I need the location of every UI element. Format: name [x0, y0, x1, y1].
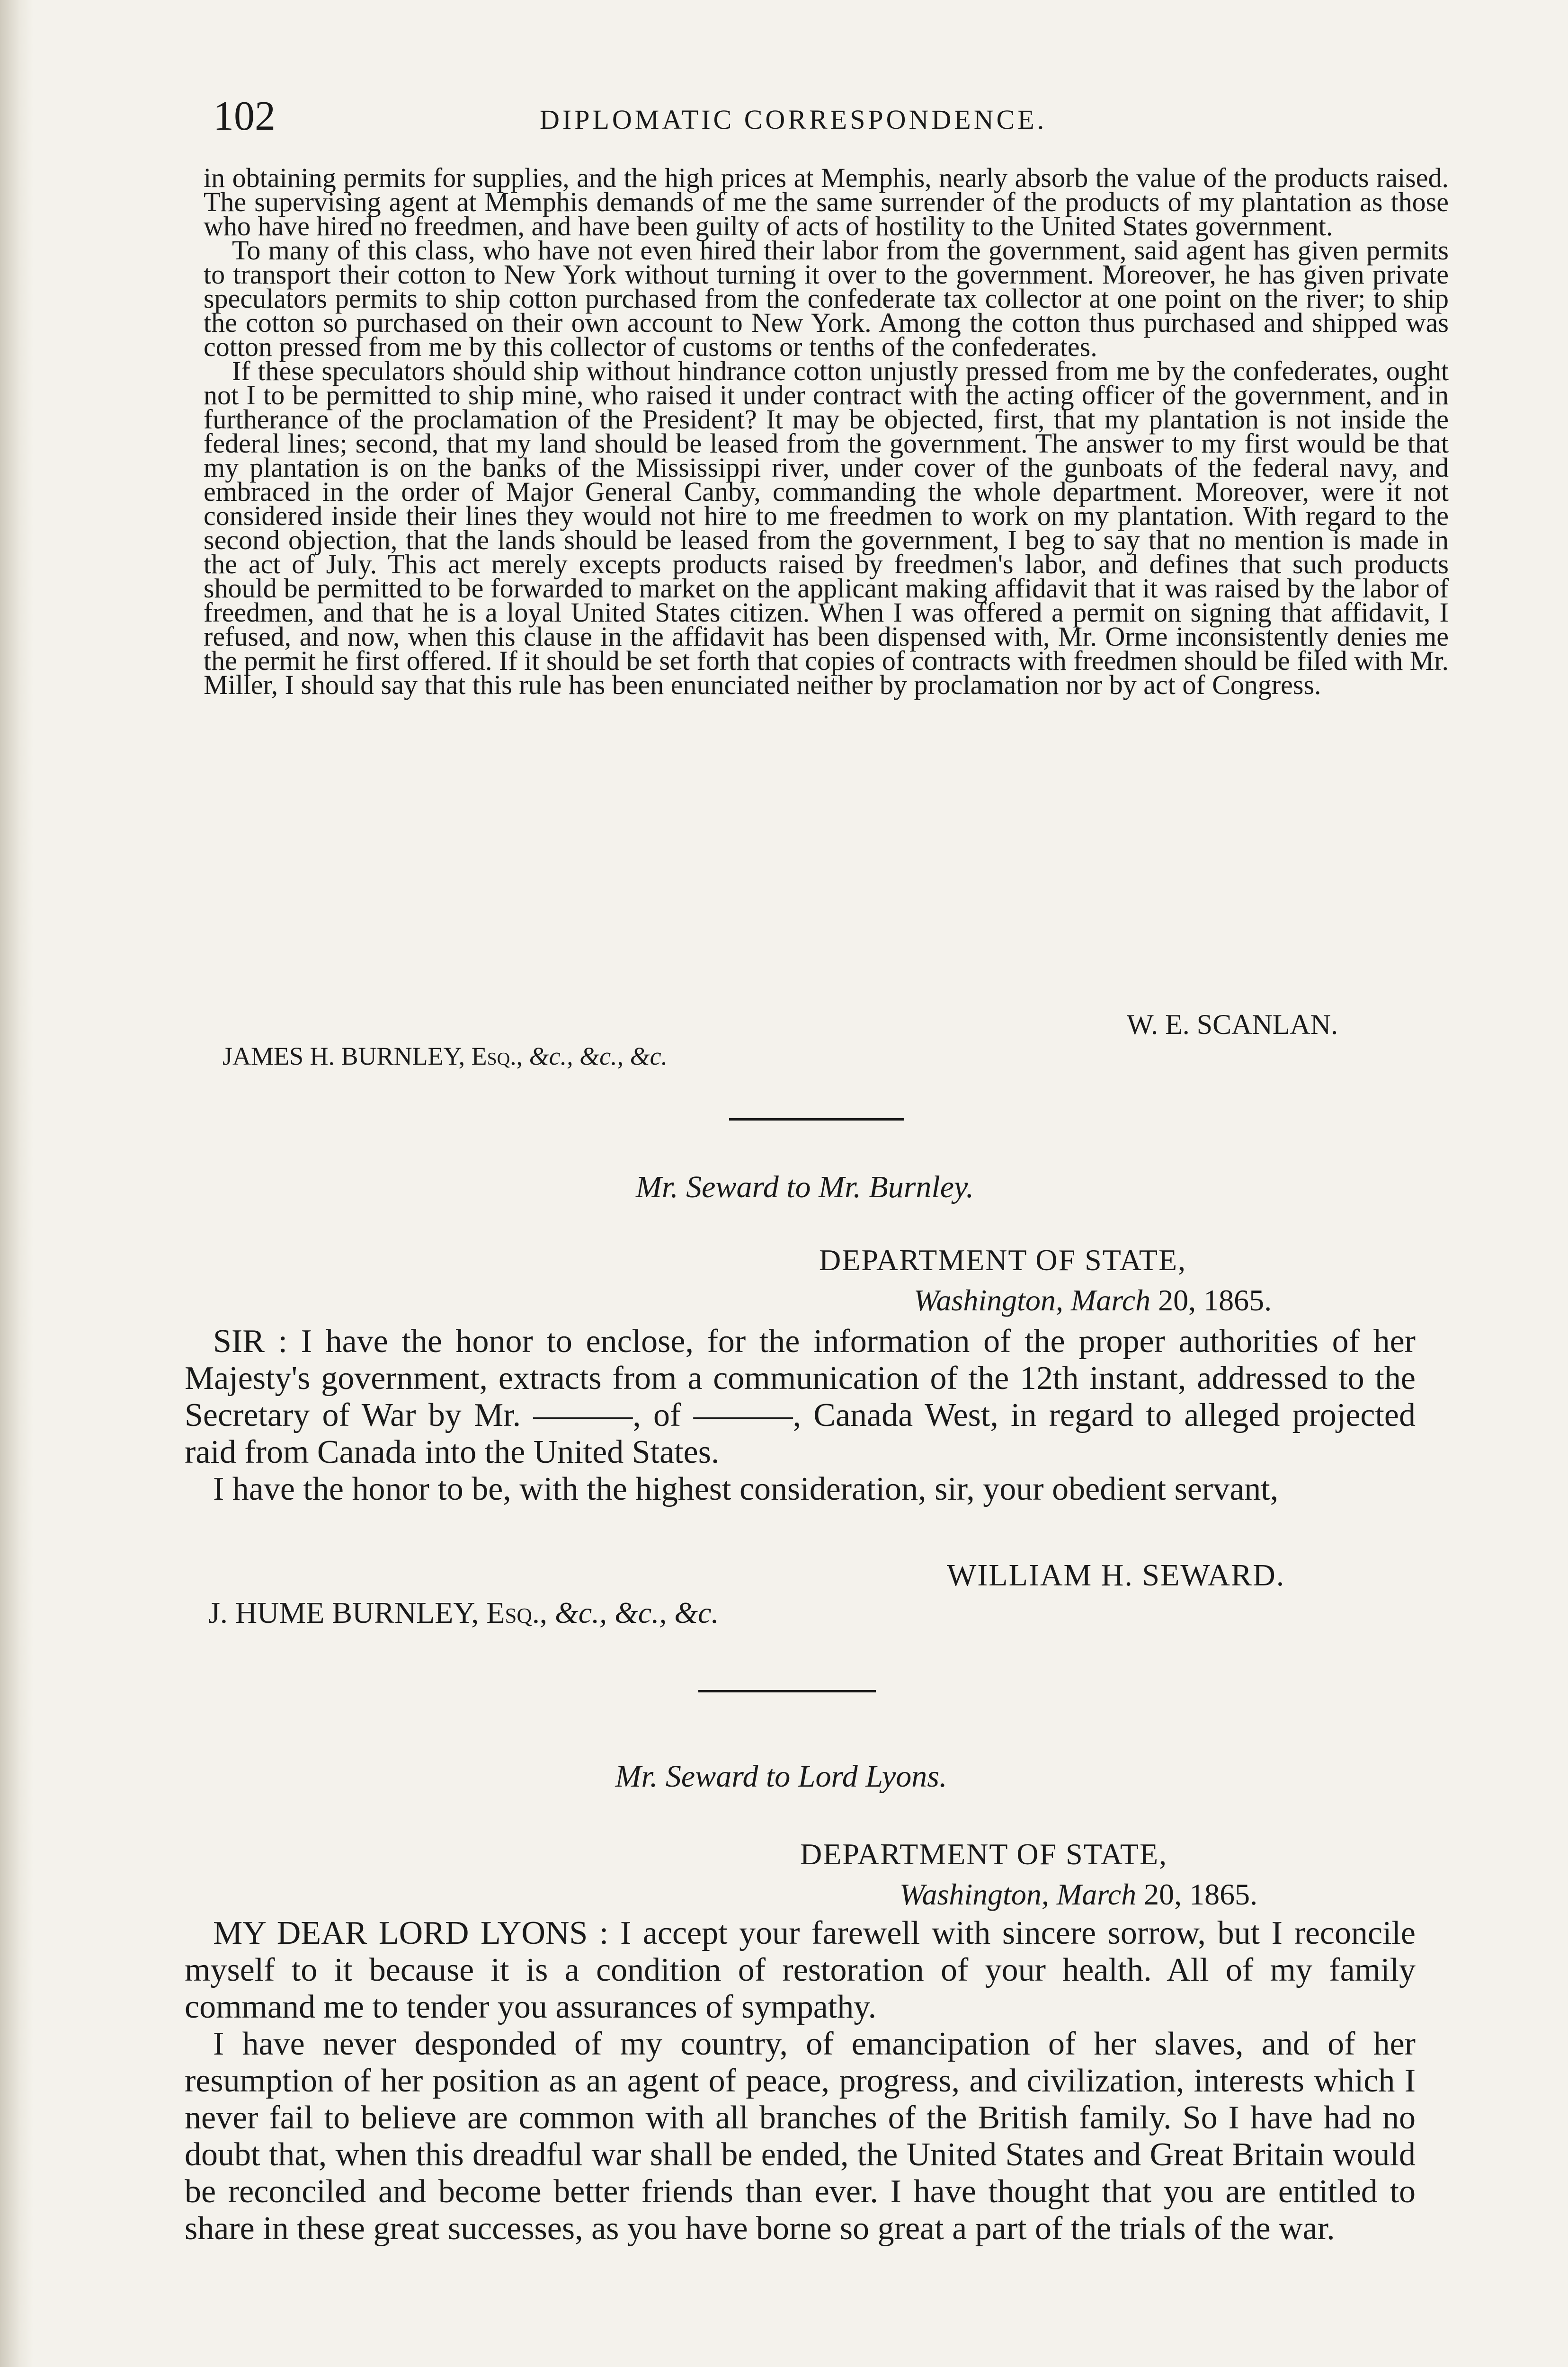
- paragraph: If these speculators should ship without hindrance cotton unjustly pressed from me by the confederates, ought not I to be permitted to ship mine, who raised it under contract with the acting officer of the government, and in furtherance of the proclamation of the President? It may be objected, first, that my plantation is not inside the federal lines; second, that my land should be leased from the government. The answer to my first would be that my plantation is on the banks of the Mississippi river, under cover of the gunboats of the federal navy, and embraced in the order of Major General Canby, commanding the whole department. Moreover, were it not considered inside their lines they would not hire to me freedmen to work on my plantation. With regard to the second objection, that the lands should be leased from the government, I beg to say that no mention is made in the act of July. This act merely excepts products raised by freedmen's labor, and defines that such products should be permitted to be forwarded to market on the applicant making affidavit that it was raised by the labor of freedmen, and that he is a loyal United States citizen. When I was offered a permit on signing that affidavit, I refused, and now, when this clause in the affidavit has been dispensed with, Mr. Orme inconsistently denies me the permit he first offered. If it should be set forth that copies of contracts with freedmen should be filed with Mr. Miller, I should say that this rule has been enunciated neither by proclamation nor by act of Congress.: [204, 356, 1449, 700]
- salutation: SIR :: [213, 1323, 288, 1360]
- page-number: 102: [213, 93, 276, 139]
- dateline-date: 20, 1865.: [1158, 1283, 1272, 1317]
- paragraph: I have the honor to be, with the highest consideration, sir, your obedient servant,: [213, 1471, 1279, 1507]
- salutation: MY DEAR LORD LYONS :: [213, 1915, 609, 1951]
- scanlan-addressee: [223, 1041, 668, 1071]
- seward-signature: WILLIAM H. SEWARD.: [947, 1558, 1285, 1593]
- letter-two-addressee: [208, 1595, 719, 1630]
- addressee-name: J. HUME BURNLEY, Esq.,: [208, 1596, 547, 1629]
- department-heading: DEPARTMENT OF STATE,: [819, 1243, 1187, 1277]
- dateline-date: 20, 1865.: [1144, 1878, 1258, 1911]
- paragraph: To many of this class, who have not even hired their labor from the government, said agent has given permits to transport their cotton to New York without turning it over to the government. Moreover, he has given private speculators permits to ship cotton purchased from the confederate tax collector at one point on the river; to ship the cotton so purchased on their own account to New York. Among the cotton thus purchased and shipped was cotton pressed from me by this collector of customs or tenths of the confederates.: [204, 235, 1449, 362]
- letter-three-body: [185, 1915, 1416, 2247]
- paragraph: [185, 1323, 1416, 1471]
- letter-title: Mr. Seward to Lord Lyons.: [615, 1759, 947, 1794]
- paragraph: in obtaining permits for supplies, and the high prices at Memphis, nearly absorb the value of the products raised. The supervising agent at Memphis demands of me the same surrender of the products of my plantation as those who have hired no freedmen, and have been guilty of acts of hostility to the United States government.: [204, 162, 1449, 241]
- scan-gutter: [0, 0, 33, 2367]
- letter-two-body: [185, 1323, 1416, 1508]
- dateline: [900, 1877, 1257, 1912]
- paragraph-text: I accept your farewell with sincere sorrow, but I reconcile myself to it because it is a condition of restoration of your health. All of my family command me to tender you assurances of sympathy.: [185, 1915, 1416, 2025]
- dateline: [914, 1283, 1272, 1318]
- section-divider: [698, 1690, 876, 1692]
- running-title: DIPLOMATIC CORRESPONDENCE.: [540, 104, 1047, 135]
- addressee-name: JAMES H. BURNLEY, Esq.,: [223, 1042, 523, 1070]
- addressee-etc: &c., &c., &c.: [554, 1596, 719, 1629]
- paragraph: I have never desponded of my country, of emancipation of her slaves, and of her resumption of her position as an agent of peace, progress, and civilization, interests which I never fail to believe are common with all branches of the British family. So I have had no doubt that, when this dreadful war shall be ended, the United States and Great Britain would be reconciled and become better friends than ever. I have thought that you are entitled to share in these great successes, as you have borne so great a part of the trials of the war.: [185, 2026, 1416, 2247]
- paragraph-text: I have the honor to enclose, for the information of the proper authorities of her Majesty's government, extracts from a communication of the 12th instant, addressed to the Secretary of War by Mr. ———, of ———, Canada West, in regard to alleged projected raid from Canada into the United States.: [185, 1323, 1416, 1470]
- paragraph: [185, 1915, 1416, 2026]
- addressee-etc: &c., &c., &c.: [529, 1042, 668, 1070]
- dateline-place: Washington, March: [900, 1878, 1137, 1911]
- dateline-place: Washington, March: [914, 1283, 1151, 1317]
- letter-title: Mr. Seward to Mr. Burnley.: [635, 1170, 974, 1204]
- section-divider: [729, 1118, 904, 1121]
- scanlan-letter-body: [204, 162, 1449, 700]
- scanlan-signature: W. E. SCANLAN.: [1127, 1009, 1338, 1040]
- department-heading: DEPARTMENT OF STATE,: [800, 1837, 1168, 1871]
- page-header: [213, 92, 1420, 144]
